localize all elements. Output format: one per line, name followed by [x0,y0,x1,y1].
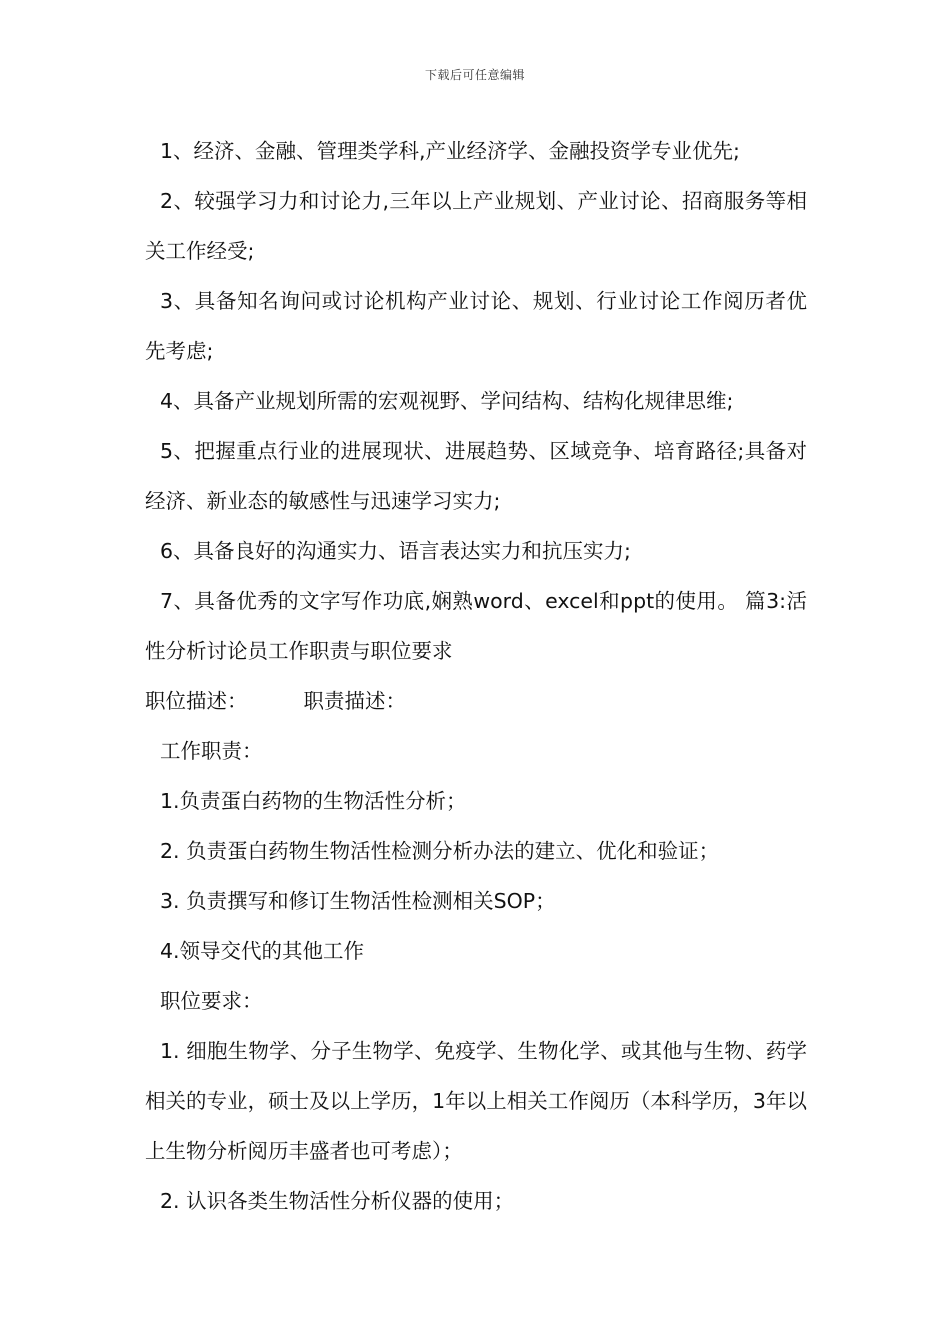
requirement-item-2: 2、较强学习力和讨论力,三年以上产业规划、产业讨论、招商服务等相关工作经受; [145,189,807,263]
duties-heading: 工作职责： [160,739,263,763]
page-header-note: 下载后可任意编辑 [424,68,525,82]
description-labels-line [145,676,807,726]
position-description-label: 职位描述： [145,689,248,713]
duty-item-3: 3. 负责撰写和修订生物活性检测相关SOP； [160,889,556,913]
duty-description-label: 职责描述： [303,689,406,713]
requirement-item-7: 7、具备优秀的文字写作功底,娴熟word、excel和ppt的使用。 篇3:活性分析讨论员工作职责与职位要求 [145,589,807,663]
duty-item-4: 4.领导交代的其他工作 [160,939,365,963]
requirement-item-6: 6、具备良好的沟通实力、语言表达实力和抗压实力; [160,539,631,563]
requirement-item-4: 4、具备产业规划所需的宏观视野、学问结构、结构化规律思维; [160,389,734,413]
requirement-item-3: 3、具备知名询问或讨论机构产业讨论、规划、行业讨论工作阅历者优先考虑; [145,289,807,363]
document-body [145,126,807,1226]
requirements-heading: 职位要求： [160,989,263,1013]
duty-item-2: 2. 负责蛋白药物生物活性检测分析办法的建立、优化和验证； [160,839,720,863]
job-requirement-item-1: 1. 细胞生物学、分子生物学、免疫学、生物化学、或其他与生物、药学相关的专业，硕士及以上学历，1年以上相关工作阅历（本科学历，3年以上生物分析阅历丰盛者也可考虑）； [145,1039,807,1163]
duty-item-1: 1.负责蛋白药物的生物活性分析； [160,789,467,813]
job-requirement-item-2: 2. 认识各类生物活性分析仪器的使用； [160,1189,515,1213]
requirement-item-1: 1、经济、金融、管理类学科,产业经济学、金融投资学专业优先; [160,139,740,163]
requirement-item-5: 5、把握重点行业的进展现状、进展趋势、区域竞争、培育路径;具备对经济、新业态的敏感性与迅速学习实力; [145,439,807,513]
